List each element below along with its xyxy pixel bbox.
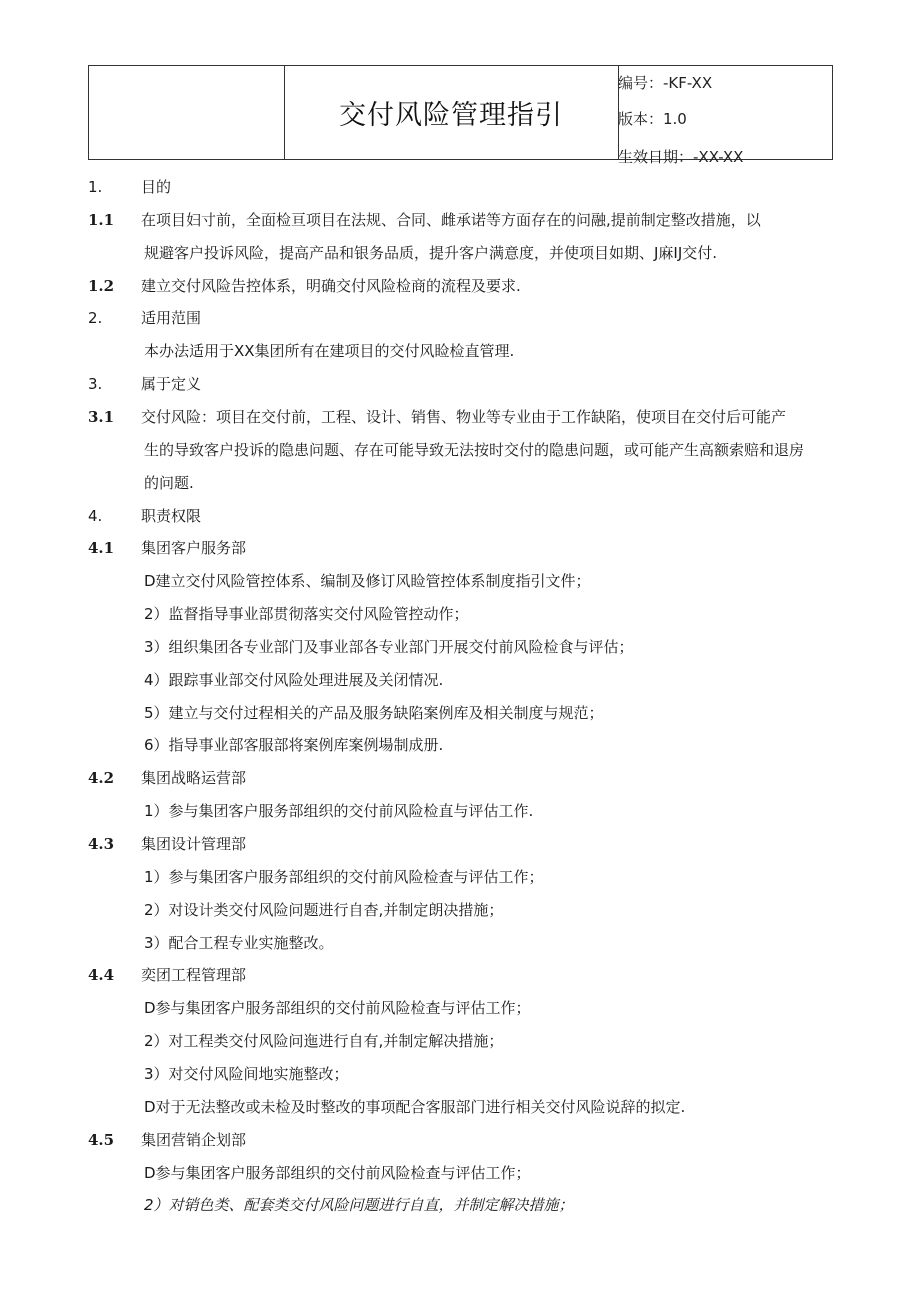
- document-line: [0, 238, 920, 268]
- document-line: [0, 599, 920, 629]
- document-meta: [618, 66, 832, 166]
- list-item: 2）监督指导事业部贯彻落实交付风险管控动作；: [144, 605, 469, 623]
- document-line: [0, 533, 920, 563]
- document-line: [0, 336, 920, 366]
- document-line: [0, 763, 920, 793]
- document-line: [0, 303, 920, 333]
- clause-text: 集团战略运营部: [141, 769, 247, 787]
- clause-text: 奕团工程管理部: [141, 966, 247, 984]
- list-item: 3）配合工程专业实施整改。: [144, 934, 334, 952]
- section-heading: 职责权限: [141, 507, 202, 525]
- document-line: [0, 1092, 920, 1122]
- section-heading: 目的: [141, 178, 172, 196]
- document-line: [0, 796, 920, 826]
- document-line: [0, 1158, 920, 1188]
- list-item: D建立交付风险管控体系、编制及修订风睑管控体系制度指引文件；: [144, 572, 591, 590]
- document-title: 交付风险管理指引: [284, 66, 619, 159]
- document-line: [0, 1059, 920, 1089]
- paragraph-text: 的问题.: [144, 474, 194, 492]
- clause-number: 4.5: [88, 1131, 115, 1149]
- document-line: [0, 829, 920, 859]
- document-line: [0, 928, 920, 958]
- document-line: [0, 665, 920, 695]
- document-line: [0, 730, 920, 760]
- document-line: [0, 698, 920, 728]
- document-number: 编号：-KF-XX: [618, 74, 713, 92]
- clause-number: 4.4: [88, 966, 115, 984]
- document-line: [0, 435, 920, 465]
- clause-number: 4.3: [88, 835, 115, 853]
- document-line: [0, 862, 920, 892]
- list-item: 1）参与集团客户服务部组织的交付前风险检直与评估工作.: [144, 802, 534, 820]
- clause-text: 交付风险：项目在交付前，工程、设计、销售、物业等专业由于工作缺陷，使项目在交付后可能产: [141, 408, 787, 426]
- document-line: [0, 271, 920, 301]
- list-item: D参与集团客户服务部组织的交付前风险检查与评估工作；: [144, 1164, 531, 1182]
- list-item: 1）参与集团客户服务部组织的交付前风险检查与评估工作；: [144, 868, 544, 886]
- clause-text: 集团客户服务部: [141, 539, 247, 557]
- document-header-table: [88, 65, 833, 166]
- clause-number: 4.1: [88, 539, 115, 557]
- section-number: 3.: [88, 375, 103, 393]
- list-item: 2）对工程类交付风险问迤进行自有,并制定解决措施；: [144, 1032, 504, 1050]
- clause-text: 建立交付风险告控体系，明确交付风险检商的流程及要求.: [141, 277, 521, 295]
- list-item: 2）对设计类交付风险问题进行自杳,并制定朗决措施；: [144, 901, 504, 919]
- section-heading: 适用范围: [141, 309, 202, 327]
- clause-number: 3.1: [88, 408, 115, 426]
- document-line: [0, 369, 920, 399]
- document-line: [0, 960, 920, 990]
- paragraph-text: 规避客户投诉风险，提高产品和银务品质，提升客户满意度，并使项目如期、J麻IJ交付.: [144, 244, 718, 262]
- document-line: [0, 1125, 920, 1155]
- document-line: [0, 1190, 920, 1220]
- list-item: 3）对交付风险间地实施整改；: [144, 1065, 349, 1083]
- list-item: 3）组织集团各专业部门及事业部各专业部门开展交付前风险检食与评估；: [144, 638, 634, 656]
- section-number: 2.: [88, 309, 103, 327]
- list-item: D参与集团客户服务部组织的交付前风险检查与评估工作；: [144, 999, 531, 1017]
- logo-cell: [89, 66, 285, 159]
- document-version: 版本：1.0: [618, 110, 687, 128]
- document-line: [0, 402, 920, 432]
- clause-number: 4.2: [88, 769, 115, 787]
- list-item: 6）指导事业部客服部将案例库案例場制成册.: [144, 736, 444, 754]
- document-line: [0, 1026, 920, 1056]
- list-item: 5）建立与交付过程相关的产品及服务缺陷案例库及相关制度与规范；: [144, 704, 604, 722]
- document-line: [0, 172, 920, 202]
- paragraph-text: 生的导致客户投诉的隐患问题、存在可能导致无法按时交付的隐患问题，或可能产生高额索赔和退房: [144, 441, 805, 459]
- clause-number: 1.2: [88, 277, 115, 295]
- effective-date: 生效日期：-XX-XX: [618, 148, 744, 166]
- document-line: [0, 501, 920, 531]
- document-line: [0, 566, 920, 596]
- section-number: 1.: [88, 178, 103, 196]
- section-heading: 属于定义: [141, 375, 202, 393]
- document-line: [0, 468, 920, 498]
- list-item: 4）跟踪事业部交付风险处理进展及关闭情况.: [144, 671, 444, 689]
- list-item: D对于无法整改或未检及时整改的事项配合客服部门进行相关交付风险说辞的拟定.: [144, 1098, 686, 1116]
- paragraph-text: 本办法适用于XX集团所有在建项目的交付风睑检直管理.: [144, 342, 515, 360]
- clause-text: 集团设计管理部: [141, 835, 247, 853]
- clause-text: 集团营销企划部: [141, 1131, 247, 1149]
- document-line: [0, 632, 920, 662]
- section-number: 4.: [88, 507, 103, 525]
- clause-number: 1.1: [88, 211, 115, 229]
- document-line: [0, 895, 920, 925]
- list-item: 2）对销色类、配套类交付风险问题进行自直，并制定解决措施；: [144, 1196, 574, 1214]
- document-line: [0, 993, 920, 1023]
- document-line: [0, 205, 920, 235]
- clause-text: 在项目妇寸前，全面检亘项目在法规、合同、雌承诺等方面存在的问融,提前制定整改措施，以: [141, 211, 761, 229]
